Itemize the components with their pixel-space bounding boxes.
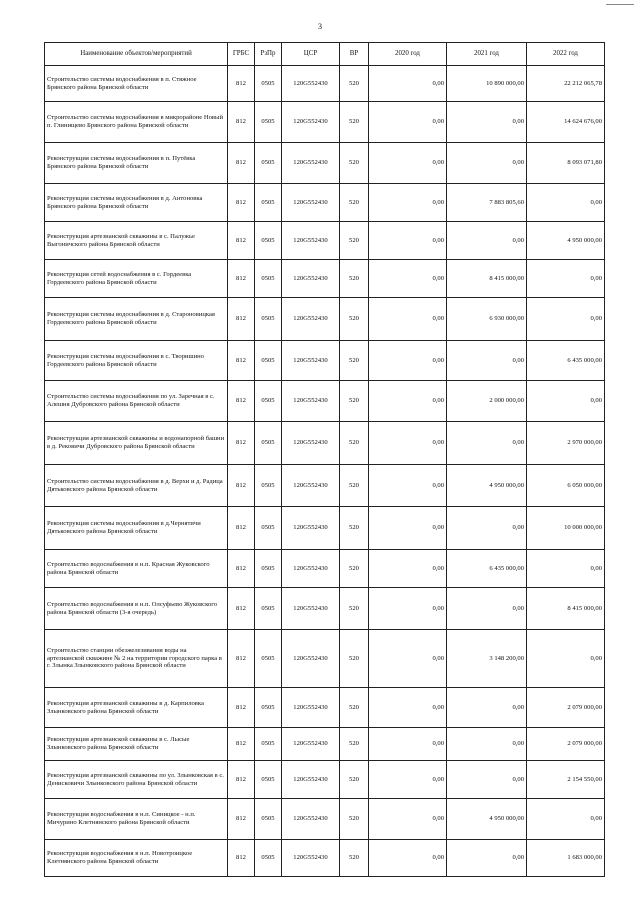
cell-csr: 120G552430 bbox=[282, 465, 340, 507]
cell-vr: 520 bbox=[340, 66, 369, 102]
cell-2021: 0,00 bbox=[447, 507, 527, 550]
cell-2021: 0,00 bbox=[447, 588, 527, 630]
cell-2022: 2 079 000,00 bbox=[527, 688, 605, 728]
cell-csr: 120G552430 bbox=[282, 630, 340, 688]
table-row bbox=[45, 550, 605, 588]
table-row bbox=[45, 688, 605, 728]
cell-name: Реконструкция системы водоснабжения в д.Чернятичи Дятьковского района Брянской области bbox=[45, 507, 228, 550]
cell-grbs: 812 bbox=[228, 507, 255, 550]
scan-edge-mark bbox=[606, 4, 634, 5]
cell-2022: 0,00 bbox=[527, 630, 605, 688]
cell-rzpr: 0505 bbox=[255, 840, 282, 877]
cell-grbs: 812 bbox=[228, 728, 255, 761]
cell-2021: 4 950 000,00 bbox=[447, 465, 527, 507]
cell-vr: 520 bbox=[340, 728, 369, 761]
cell-name: Реконструкция артезианской скважины в с. Палужье Выгоничского района Брянской области bbox=[45, 222, 228, 260]
cell-rzpr: 0505 bbox=[255, 588, 282, 630]
cell-rzpr: 0505 bbox=[255, 550, 282, 588]
cell-vr: 520 bbox=[340, 507, 369, 550]
cell-rzpr: 0505 bbox=[255, 143, 282, 184]
header-rzpr: РзПр bbox=[255, 43, 282, 66]
cell-name: Реконструкция системы водоснабжения в с. Творишино Гордеевского района Брянской области bbox=[45, 341, 228, 381]
cell-vr: 520 bbox=[340, 799, 369, 840]
cell-vr: 520 bbox=[340, 465, 369, 507]
cell-csr: 120G552430 bbox=[282, 298, 340, 341]
cell-vr: 520 bbox=[340, 222, 369, 260]
cell-vr: 520 bbox=[340, 298, 369, 341]
cell-2020: 0,00 bbox=[369, 550, 447, 588]
cell-csr: 120G552430 bbox=[282, 184, 340, 222]
table-row bbox=[45, 102, 605, 143]
cell-2021: 10 890 000,00 bbox=[447, 66, 527, 102]
cell-grbs: 812 bbox=[228, 298, 255, 341]
cell-vr: 520 bbox=[340, 102, 369, 143]
table-row bbox=[45, 260, 605, 298]
table-row bbox=[45, 799, 605, 840]
cell-name: Реконструкция водоснабжения в н.п. Новотроицкое Клетнянского района Брянской области bbox=[45, 840, 228, 877]
cell-grbs: 812 bbox=[228, 422, 255, 465]
cell-2021: 0,00 bbox=[447, 222, 527, 260]
cell-vr: 520 bbox=[340, 341, 369, 381]
cell-name: Строительство системы водоснабжения в д. Верхи и д. Радица Дятьковского района Брянской области bbox=[45, 465, 228, 507]
cell-2020: 0,00 bbox=[369, 728, 447, 761]
cell-2020: 0,00 bbox=[369, 66, 447, 102]
cell-csr: 120G552430 bbox=[282, 507, 340, 550]
cell-2022: 0,00 bbox=[527, 550, 605, 588]
cell-2022: 10 000 000,00 bbox=[527, 507, 605, 550]
cell-2020: 0,00 bbox=[369, 507, 447, 550]
cell-vr: 520 bbox=[340, 688, 369, 728]
cell-2022: 8 093 071,80 bbox=[527, 143, 605, 184]
cell-2020: 0,00 bbox=[369, 761, 447, 799]
cell-name: Реконструкция артезианской скважины в д. Карпиловка Злынковского района Брянской области bbox=[45, 688, 228, 728]
cell-csr: 120G552430 bbox=[282, 222, 340, 260]
table-row bbox=[45, 761, 605, 799]
cell-2022: 14 624 676,00 bbox=[527, 102, 605, 143]
cell-2021: 0,00 bbox=[447, 761, 527, 799]
cell-csr: 120G552430 bbox=[282, 422, 340, 465]
cell-name: Реконструкция артезианской скважины в с. Лысые Злынковского района Брянской области bbox=[45, 728, 228, 761]
cell-csr: 120G552430 bbox=[282, 381, 340, 422]
cell-2020: 0,00 bbox=[369, 465, 447, 507]
cell-rzpr: 0505 bbox=[255, 465, 282, 507]
header-2020: 2020 год bbox=[369, 43, 447, 66]
table-header-row bbox=[45, 43, 605, 66]
header-2021: 2021 год bbox=[447, 43, 527, 66]
table-row bbox=[45, 66, 605, 102]
table-row bbox=[45, 728, 605, 761]
cell-grbs: 812 bbox=[228, 381, 255, 422]
cell-2022: 2 154 550,00 bbox=[527, 761, 605, 799]
cell-2021: 0,00 bbox=[447, 422, 527, 465]
cell-csr: 120G552430 bbox=[282, 260, 340, 298]
cell-grbs: 812 bbox=[228, 761, 255, 799]
table-row bbox=[45, 143, 605, 184]
cell-grbs: 812 bbox=[228, 630, 255, 688]
cell-2021: 6 435 000,00 bbox=[447, 550, 527, 588]
cell-csr: 120G552430 bbox=[282, 761, 340, 799]
cell-csr: 120G552430 bbox=[282, 588, 340, 630]
cell-2021: 0,00 bbox=[447, 840, 527, 877]
cell-rzpr: 0505 bbox=[255, 761, 282, 799]
cell-2021: 8 415 000,00 bbox=[447, 260, 527, 298]
cell-grbs: 812 bbox=[228, 688, 255, 728]
table-row bbox=[45, 507, 605, 550]
header-2022: 2022 год bbox=[527, 43, 605, 66]
cell-vr: 520 bbox=[340, 260, 369, 298]
cell-2020: 0,00 bbox=[369, 799, 447, 840]
cell-name: Реконструкция артезианской скважины по ул. Злынковская в с. Денисковичи Злынковского района Брянской области bbox=[45, 761, 228, 799]
cell-name: Реконструкция артезианской скважины и водонапорной башни в д. Рековичи Дубровского района Брянской области bbox=[45, 422, 228, 465]
header-name: Наименование объектов/мероприятий bbox=[45, 43, 228, 66]
cell-vr: 520 bbox=[340, 381, 369, 422]
cell-grbs: 812 bbox=[228, 102, 255, 143]
cell-name: Строительство системы водоснабжения по ул. Заречная в с. Алешня Дубровского района Брянской области bbox=[45, 381, 228, 422]
cell-rzpr: 0505 bbox=[255, 260, 282, 298]
cell-grbs: 812 bbox=[228, 550, 255, 588]
cell-2022: 1 683 000,00 bbox=[527, 840, 605, 877]
cell-grbs: 812 bbox=[228, 840, 255, 877]
cell-csr: 120G552430 bbox=[282, 550, 340, 588]
cell-name: Строительство системы водоснабжения в п. Стяжное Брянского района Брянской области bbox=[45, 66, 228, 102]
cell-2022: 2 079 000,00 bbox=[527, 728, 605, 761]
cell-rzpr: 0505 bbox=[255, 184, 282, 222]
table-row bbox=[45, 298, 605, 341]
cell-vr: 520 bbox=[340, 761, 369, 799]
cell-vr: 520 bbox=[340, 840, 369, 877]
cell-2021: 0,00 bbox=[447, 341, 527, 381]
cell-2022: 0,00 bbox=[527, 298, 605, 341]
cell-2020: 0,00 bbox=[369, 143, 447, 184]
cell-2020: 0,00 bbox=[369, 222, 447, 260]
cell-name: Строительство водоснабжения в н.п. Олсуфьево Жуковского района Брянской области (3-я очередь) bbox=[45, 588, 228, 630]
cell-csr: 120G552430 bbox=[282, 66, 340, 102]
table-body bbox=[45, 66, 605, 877]
cell-2021: 0,00 bbox=[447, 102, 527, 143]
cell-vr: 520 bbox=[340, 184, 369, 222]
table-row bbox=[45, 630, 605, 688]
cell-2022: 0,00 bbox=[527, 381, 605, 422]
cell-2020: 0,00 bbox=[369, 630, 447, 688]
cell-2020: 0,00 bbox=[369, 298, 447, 341]
cell-2021: 2 000 000,00 bbox=[447, 381, 527, 422]
cell-name: Строительство станции обезжелезивания воды на артезианской скважине № 2 на территории городского парка в г. Злынка Злынковского района Брянской области bbox=[45, 630, 228, 688]
table-row bbox=[45, 341, 605, 381]
cell-vr: 520 bbox=[340, 630, 369, 688]
page-number: 3 bbox=[318, 22, 322, 31]
header-grbs: ГРБС bbox=[228, 43, 255, 66]
cell-csr: 120G552430 bbox=[282, 341, 340, 381]
cell-rzpr: 0505 bbox=[255, 799, 282, 840]
cell-2020: 0,00 bbox=[369, 341, 447, 381]
cell-grbs: 812 bbox=[228, 588, 255, 630]
cell-grbs: 812 bbox=[228, 184, 255, 222]
cell-name: Реконструкция системы водоснабжения в п. Путёвка Брянского района Брянской области bbox=[45, 143, 228, 184]
cell-2020: 0,00 bbox=[369, 260, 447, 298]
cell-csr: 120G552430 bbox=[282, 688, 340, 728]
cell-csr: 120G552430 bbox=[282, 728, 340, 761]
budget-table bbox=[44, 42, 605, 877]
cell-2021: 0,00 bbox=[447, 688, 527, 728]
cell-name: Строительство системы водоснабжения в микрорайоне Новый п. Глинищево Брянского района Брянской области bbox=[45, 102, 228, 143]
table-row bbox=[45, 422, 605, 465]
cell-2021: 6 930 000,00 bbox=[447, 298, 527, 341]
cell-2022: 6 435 000,00 bbox=[527, 341, 605, 381]
cell-name: Реконструкция водоснабжения в н.п. Синицкое - н.п. Мичурино Клетнянского района Брянской области bbox=[45, 799, 228, 840]
cell-csr: 120G552430 bbox=[282, 102, 340, 143]
cell-csr: 120G552430 bbox=[282, 143, 340, 184]
cell-vr: 520 bbox=[340, 422, 369, 465]
cell-csr: 120G552430 bbox=[282, 840, 340, 877]
table-row bbox=[45, 184, 605, 222]
cell-2020: 0,00 bbox=[369, 588, 447, 630]
cell-vr: 520 bbox=[340, 550, 369, 588]
cell-2021: 3 148 200,00 bbox=[447, 630, 527, 688]
cell-2022: 8 415 000,00 bbox=[527, 588, 605, 630]
cell-2021: 7 883 805,60 bbox=[447, 184, 527, 222]
cell-2022: 0,00 bbox=[527, 184, 605, 222]
cell-vr: 520 bbox=[340, 588, 369, 630]
cell-grbs: 812 bbox=[228, 66, 255, 102]
table-row bbox=[45, 222, 605, 260]
cell-rzpr: 0505 bbox=[255, 422, 282, 465]
cell-csr: 120G552430 bbox=[282, 799, 340, 840]
cell-vr: 520 bbox=[340, 143, 369, 184]
header-vr: ВР bbox=[340, 43, 369, 66]
table-row bbox=[45, 840, 605, 877]
cell-rzpr: 0505 bbox=[255, 66, 282, 102]
cell-rzpr: 0505 bbox=[255, 222, 282, 260]
cell-grbs: 812 bbox=[228, 799, 255, 840]
cell-2021: 4 950 000,00 bbox=[447, 799, 527, 840]
cell-2022: 0,00 bbox=[527, 799, 605, 840]
cell-2020: 0,00 bbox=[369, 102, 447, 143]
table-row bbox=[45, 465, 605, 507]
cell-2022: 2 970 000,00 bbox=[527, 422, 605, 465]
cell-name: Реконструкция сетей водоснабжения в с. Гордеевка Гордеевского района Брянской области bbox=[45, 260, 228, 298]
cell-rzpr: 0505 bbox=[255, 728, 282, 761]
cell-name: Строительство водоснабжения в н.п. Красная Жуковского района Брянской области bbox=[45, 550, 228, 588]
table-row bbox=[45, 381, 605, 422]
cell-2020: 0,00 bbox=[369, 840, 447, 877]
cell-2022: 4 950 000,00 bbox=[527, 222, 605, 260]
cell-2020: 0,00 bbox=[369, 381, 447, 422]
cell-rzpr: 0505 bbox=[255, 102, 282, 143]
cell-grbs: 812 bbox=[228, 341, 255, 381]
cell-grbs: 812 bbox=[228, 260, 255, 298]
cell-name: Реконструкция системы водоснабжения в д. Староновицкая Гордеевского района Брянской области bbox=[45, 298, 228, 341]
cell-2020: 0,00 bbox=[369, 688, 447, 728]
cell-grbs: 812 bbox=[228, 465, 255, 507]
cell-grbs: 812 bbox=[228, 143, 255, 184]
cell-2020: 0,00 bbox=[369, 184, 447, 222]
cell-2021: 0,00 bbox=[447, 728, 527, 761]
cell-2020: 0,00 bbox=[369, 422, 447, 465]
table-row bbox=[45, 588, 605, 630]
cell-rzpr: 0505 bbox=[255, 507, 282, 550]
cell-name: Реконструкция системы водоснабжения в д. Антоновка Брянского района Брянской области bbox=[45, 184, 228, 222]
cell-2022: 0,00 bbox=[527, 260, 605, 298]
cell-2021: 0,00 bbox=[447, 143, 527, 184]
header-csr: ЦСР bbox=[282, 43, 340, 66]
cell-rzpr: 0505 bbox=[255, 298, 282, 341]
cell-rzpr: 0505 bbox=[255, 341, 282, 381]
cell-grbs: 812 bbox=[228, 222, 255, 260]
cell-2022: 6 050 000,00 bbox=[527, 465, 605, 507]
cell-rzpr: 0505 bbox=[255, 630, 282, 688]
cell-rzpr: 0505 bbox=[255, 688, 282, 728]
cell-rzpr: 0505 bbox=[255, 381, 282, 422]
cell-2022: 22 212 065,78 bbox=[527, 66, 605, 102]
